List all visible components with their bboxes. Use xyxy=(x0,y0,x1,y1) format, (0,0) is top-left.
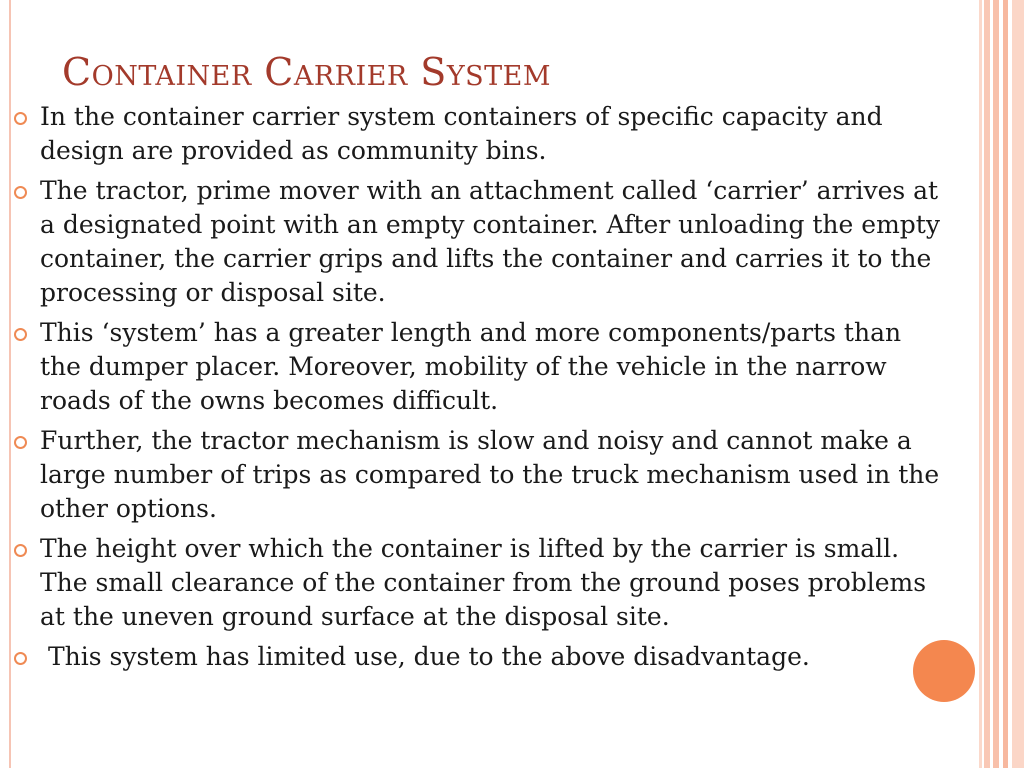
hollow-circle-icon xyxy=(14,186,27,199)
list-item xyxy=(14,532,949,634)
right-decorative-stripe xyxy=(984,0,990,768)
bullet-text: The tractor, prime mover with an attachment called ‘carrier’ arrives at a designated point with an empty container. After unloading the empty container, the carrier grips and lifts the container and carries it to the processing or disposal site. xyxy=(40,176,940,307)
hollow-circle-icon xyxy=(14,544,27,557)
right-decorative-stripe xyxy=(1012,0,1024,768)
slide-title: Container Carrier System xyxy=(62,50,552,94)
list-item xyxy=(14,100,949,168)
hollow-circle-icon xyxy=(14,652,27,665)
hollow-circle-icon xyxy=(14,436,27,449)
bullet-text: Further, the tractor mechanism is slow and noisy and cannot make a large number of trips as compared to the truck mechanism used in the other options. xyxy=(40,426,940,523)
list-item xyxy=(14,316,949,418)
list-item xyxy=(14,174,949,310)
bullet-text: The height over which the container is lifted by the carrier is small. The small clearance of the container from the ground poses problems at the uneven ground surface at the disposal site. xyxy=(40,534,927,631)
hollow-circle-icon xyxy=(14,112,27,125)
bullet-text: This ‘system’ has a greater length and more components/parts than the dumper placer. Moreover, mobility of the vehicle in the narrow roads of the owns becomes difficult. xyxy=(40,318,902,415)
list-item xyxy=(14,424,949,526)
decorative-orange-circle xyxy=(913,640,975,702)
hollow-circle-icon xyxy=(14,328,27,341)
bullet-text: In the container carrier system containers of specific capacity and design are provided as community bins. xyxy=(40,102,883,165)
right-decorative-stripe xyxy=(979,0,982,768)
right-decorative-stripe xyxy=(1003,0,1008,768)
bullet-list xyxy=(14,100,949,680)
right-decorative-stripe xyxy=(993,0,999,768)
list-item xyxy=(14,640,949,674)
bullet-text: This system has limited use, due to the above disadvantage. xyxy=(40,642,810,671)
left-border-line xyxy=(9,0,11,768)
